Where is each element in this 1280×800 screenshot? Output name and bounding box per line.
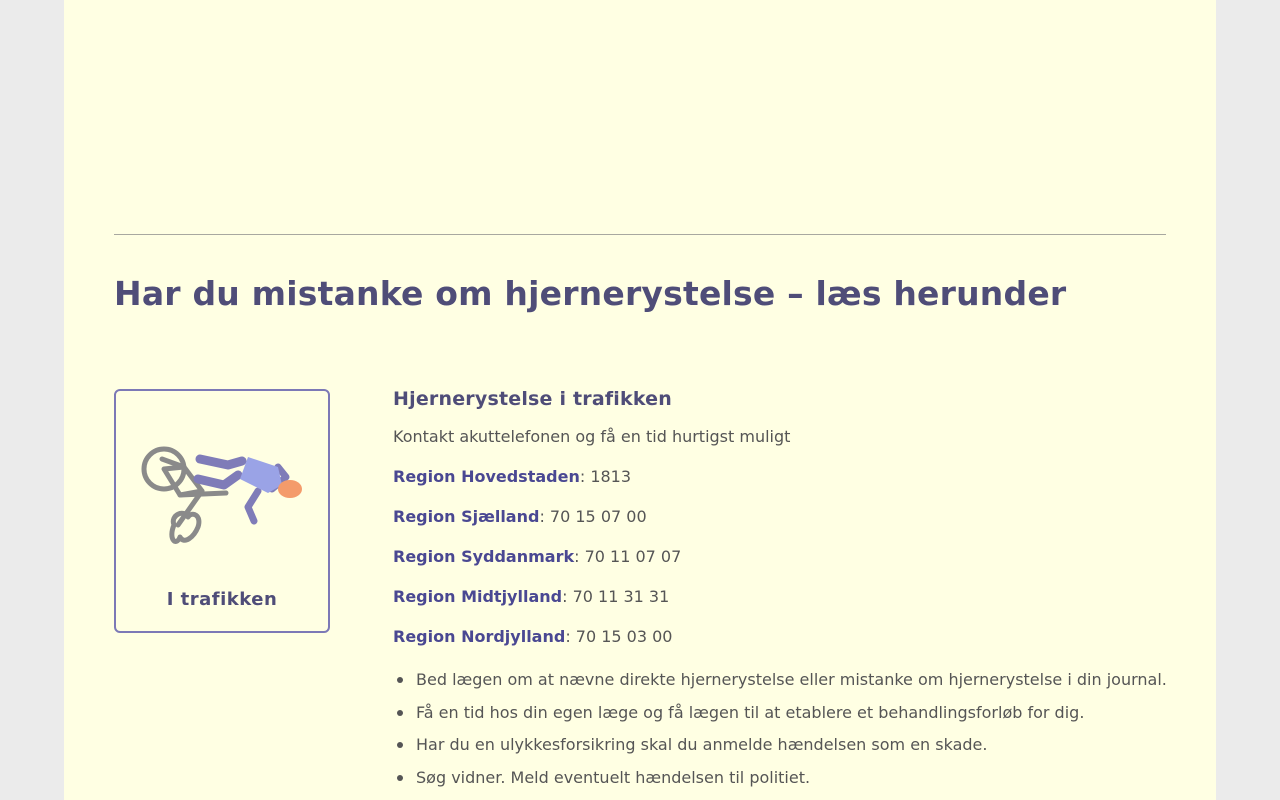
region-nordjylland — [393, 625, 672, 649]
region-link-hovedstaden[interactable]: Region Hovedstaden — [393, 467, 580, 486]
region-phone: : 70 11 07 07 — [574, 547, 682, 566]
advice-list — [393, 668, 1167, 799]
region-phone: : 70 11 31 31 — [562, 587, 670, 606]
category-card-traffic[interactable] — [114, 389, 330, 633]
card-label: I trafikken — [166, 589, 278, 610]
page-container — [64, 0, 1216, 800]
region-sjaelland — [393, 505, 647, 529]
region-phone: : 70 15 07 00 — [539, 507, 647, 526]
list-item: Få en tid hos din egen læge og få lægen til at etablere et behandlingsforløb for dig. — [393, 701, 1167, 734]
region-phone: : 70 15 03 00 — [565, 627, 673, 646]
list-item: Søg vidner. Meld eventuelt hændelsen til politiet. — [393, 766, 1167, 799]
region-hovedstaden — [393, 465, 631, 489]
list-item: Bed lægen om at nævne direkte hjernerystelse eller mistanke om hjernerystelse i din journal. — [393, 668, 1167, 701]
region-phone: : 1813 — [579, 467, 632, 486]
cyclist-accident-icon — [140, 437, 304, 557]
page-title: Har du mistanke om hjernerystelse – læs herunder — [114, 274, 1067, 313]
region-syddanmark — [393, 545, 681, 569]
region-link-midtjylland[interactable]: Region Midtjylland — [393, 587, 563, 606]
region-link-syddanmark[interactable]: Region Syddanmark — [393, 547, 575, 566]
region-link-nordjylland[interactable]: Region Nordjylland — [393, 627, 566, 646]
intro-text: Kontakt akuttelefonen og få en tid hurtigst muligt — [393, 427, 791, 446]
list-item: Har du en ulykkesforsikring skal du anmelde hændelsen som en skade. — [393, 733, 1167, 766]
horizontal-divider — [114, 234, 1166, 235]
region-link-sjaelland[interactable]: Region Sjælland — [393, 507, 540, 526]
section-heading: Hjernerystelse i trafikken — [393, 388, 672, 410]
region-midtjylland — [393, 585, 669, 609]
content-column — [393, 384, 1173, 788]
